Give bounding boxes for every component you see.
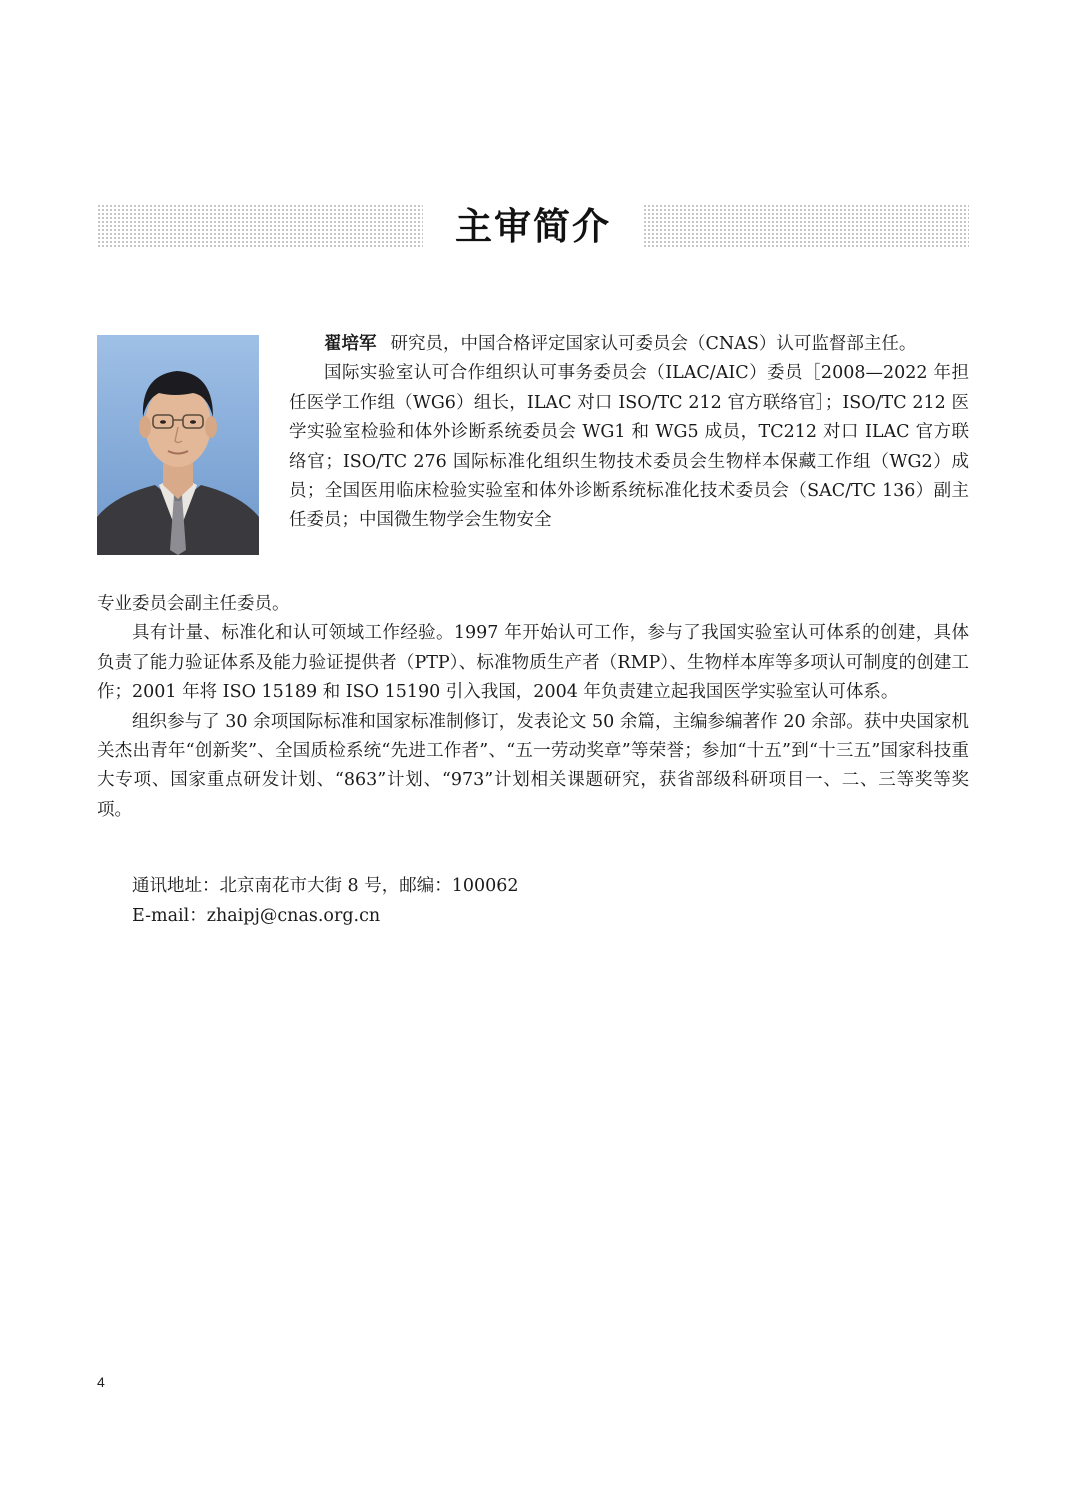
heading-decoration-left bbox=[97, 204, 423, 248]
intro-paragraph bbox=[289, 330, 969, 359]
contact-email: E-mail：zhaipj@cnas.org.cn bbox=[132, 906, 381, 926]
biography-full-width bbox=[97, 590, 969, 825]
roles-paragraph: 国际实验室认可合作组织认可事务委员会（ILAC/AIC）委员［2008—2022 年担任医学工作组（WG6）组长，ILAC 对口 ISO/TC 212 官方联络官］；ISO/TC 212 医学实验室检验和体外诊断系统委员会 WG1 和 WG5 成员，TC212 对口 ILAC 官方联络官；ISO/TC 276 国际标准化组织生物技术委员会生物样本保藏工作组（WG2）成员；全国医用临床检验实验室和体外诊断系统标准化技术委员会（SAC/TC 136）副主任委员；中国微生物学会生物安全 bbox=[289, 363, 969, 531]
experience-paragraph: 具有计量、标准化和认可领域工作经验。1997 年开始认可工作，参与了我国实验室认可体系的创建，具体负责了能力验证体系及能力验证提供者（PTP）、标准物质生产者（RMP）、生物样本库等多项认可制度的创建工作；2001 年将 ISO 15189 和 ISO 15190 引入我国，2004 年负责建立起我国医学实验室认可体系。 bbox=[97, 623, 969, 703]
person-name: 翟培军 bbox=[324, 334, 377, 354]
page-title: 主审简介 bbox=[455, 204, 611, 248]
intro-text: 研究员，中国合格评定国家认可委员会（CNAS）认可监督部主任。 bbox=[390, 334, 917, 354]
page-number: 4 bbox=[97, 1374, 105, 1390]
biography-side-column bbox=[289, 330, 969, 536]
roles-paragraph-continued: 专业委员会副主任委员。 bbox=[97, 594, 290, 614]
achievements-paragraph: 组织参与了 30 余项国际标准和国家标准制修订，发表论文 50 余篇，主编参编著作 20 余部。获中央国家机关杰出青年“创新奖”、全国质检系统“先进工作者”、“五一劳动奖章”等荣誉；参加“十五”到“十三五”国家科技重大专项、国家重点研发计划、“863”计划、“973”计划相关课题研究，获省部级科研项目一、二、三等奖等奖项。 bbox=[97, 711, 969, 820]
portrait-photo bbox=[97, 335, 259, 555]
heading-decoration-right bbox=[643, 204, 969, 248]
contact-address: 通讯地址：北京南花市大街 8 号，邮编：100062 bbox=[132, 876, 519, 896]
